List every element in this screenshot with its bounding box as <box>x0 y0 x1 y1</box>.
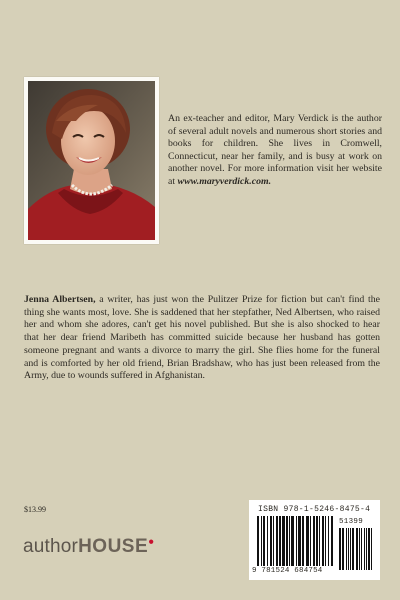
publisher-logo-upper: HOUSE <box>78 536 149 557</box>
isbn-label: ISBN 978-1-5246-8475-4 <box>258 505 371 514</box>
author-bio-text: An ex-teacher and editor, Mary Verdick is the author of several adult novels and numerous short stories and books for children. She lives in Cromwell, Connecticut, near her family, and is busy at work on another novel. For more information visit her website at <box>168 113 382 187</box>
blurb-text: a writer, has just won the Pulitzer Prize for fiction but can't find the thing she wants most, love. She is saddened that her stepfather, Ned Albertsen, who raised her and whom she adores, can't get his novel published. But she is also shocked to hear that her dear friend Maribeth has committed suicide because her husband has gotten someone pregnant and wants a divorce to marry the girl. She flies home for the funeral and is comforted by her old friend, Brian Bradshaw, who has just been released from the Army, due to wounds suffered in Afghanistan. <box>24 294 380 382</box>
publisher-logo <box>23 536 154 558</box>
author-portrait-image <box>28 81 155 240</box>
author-bio <box>168 113 382 189</box>
ean-number: 9 781524 684754 <box>252 567 323 575</box>
blurb-character-name: Jenna Albertsen, <box>24 294 96 305</box>
barcode-addon-number: 51399 <box>339 518 364 526</box>
publisher-logo-lower: author <box>23 536 79 557</box>
author-website: www.maryverdick.com. <box>177 175 272 187</box>
author-photo <box>24 77 159 244</box>
book-blurb <box>24 294 380 383</box>
price-label: $13.99 <box>24 505 46 514</box>
publisher-logo-dot: ● <box>148 536 155 548</box>
